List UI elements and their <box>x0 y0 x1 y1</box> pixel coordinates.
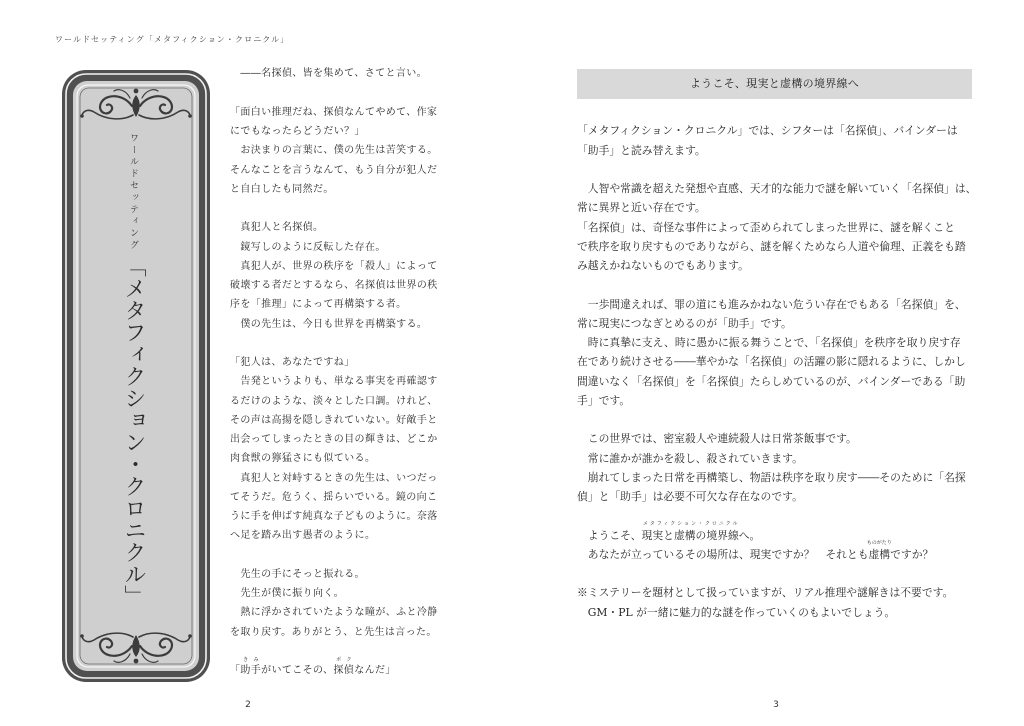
text-line: 肉食獣の獰猛さにも似ている。 <box>230 453 376 465</box>
text-line: 在であり続けさせる――華やかな「名探偵」の活躍の影に隠れるように、しかし <box>577 355 966 369</box>
text-line: 間違いなく「名探偵」を「名探偵」たらしめているのが、バインダーである「助 <box>577 374 966 388</box>
blank-line <box>577 564 976 583</box>
text-line: 人智や常識を超えた発想や直感、天才的な能力で謎を解いていく「名探偵」は、 <box>577 182 977 196</box>
text-line: 「名探偵」は、奇怪な事件によって歪められてしまった世界に、謎を解くこと <box>577 220 955 234</box>
text-line: 「メタフィクション・クロニクル」では、シフターは「名探偵」、バインダーは <box>577 124 958 138</box>
blank-line <box>577 160 976 179</box>
text-line: 熱に浮かされていたような瞳が、ふと冷静 <box>230 607 438 619</box>
text-line: を取り戻す。ありがとう、と先生は言った。 <box>230 626 437 638</box>
blank-line <box>577 410 976 429</box>
text-line: 常に誰かが誰かを殺し、殺されていきます。 <box>577 451 803 465</box>
ruby-group <box>866 539 892 561</box>
text-line: 常に現実につなぎとめるのが「助手」です。 <box>577 316 792 330</box>
page-number-right: 3 <box>773 700 779 710</box>
blank-line <box>230 546 438 565</box>
text-line: この世界では、密室殺人や連続殺人は日常茶飯事です。 <box>577 432 857 446</box>
text-line <box>577 520 976 545</box>
blank-line <box>230 84 438 103</box>
text-line: ※ミステリーを題材として扱っていますが、リアル推理や謎解きは不要です。 <box>577 586 954 600</box>
text-line: で秩序を取り戻すものでありながら、謎を解くためなら人道や倫理、正義をも踏 <box>577 239 966 253</box>
ruby-text: きみ <box>243 657 264 664</box>
text-segment: 「 <box>230 665 241 677</box>
text-line: お決まりの言葉に、僕の先生は苦笑する。 <box>230 145 438 157</box>
text-segment: なんだ」 <box>354 665 396 677</box>
ruby-base: 助手 <box>240 665 262 677</box>
text-line: 破壊する者だとするなら、名探偵は世界の秩 <box>230 280 438 292</box>
text-line: 告発というよりも、単なる事実を再確認す <box>230 376 438 388</box>
text-line: 一歩間違えれば、罪の道にも進みかねない危うい存在でもある「名探偵」を、 <box>577 297 966 311</box>
text-segment: ですか？ <box>890 547 934 561</box>
text-line: 出会ってしまったときの目の輝きは、どこか <box>230 434 438 446</box>
text-line: 時に真摯に支え、時に愚かに振る舞うことで、「名探偵」を秩序を取り戻す存 <box>577 336 961 350</box>
text-line: み越えかねないものでもあります。 <box>577 259 749 273</box>
ruby-group <box>641 520 740 542</box>
text-line: 序を「推理」によって再構築する者。 <box>230 299 407 311</box>
text-line: にでもなったらどうだい？」 <box>230 126 365 138</box>
ruby-base: 現実と虚構の境界線 <box>641 528 739 542</box>
text-line: うに手を伸ばす純真な子どものように。奈落 <box>230 511 438 523</box>
ruby-base: 虚構 <box>868 547 891 561</box>
text-line: 手」です。 <box>577 393 631 407</box>
text-line: 偵」と「助手」は必要不可欠な存在なのです。 <box>577 490 803 504</box>
text-line: 僕の先生は、今日も世界を再構築する。 <box>230 318 428 330</box>
text-line: 「助手」と読み替えます。 <box>577 143 706 157</box>
text-segment: がいてこその、 <box>261 665 334 677</box>
text-line: その声は高揚を隠しきれていない。好敵手と <box>230 414 438 426</box>
text-line: 真犯人と対峙するときの先生は、いつだっ <box>230 472 438 484</box>
banner-subtitle: ワールドセッティング <box>128 133 138 252</box>
text-line <box>577 539 976 564</box>
blank-line <box>577 275 976 294</box>
text-line: 真犯人と名探偵。 <box>230 222 324 234</box>
text-line: へ足を踏み出す愚者のように。 <box>230 530 376 542</box>
running-head: ワールドセッティング「メタフィクション・クロニクル」 <box>55 35 290 44</box>
text-line: 真犯人が、世界の秩序を「殺人」によって <box>230 260 438 272</box>
right-page-text <box>577 121 976 622</box>
text-segment: ようこそ、 <box>577 528 642 542</box>
blank-line <box>230 334 438 353</box>
text-line: 崩れてしまった日常を再構築し、物語は秩序を取り戻す――そのために「名探 <box>577 470 966 484</box>
text-line: ――名探偵、皆を集めて、さてと言い。 <box>230 68 428 80</box>
ruby-group <box>333 657 357 677</box>
left-page-text <box>230 64 438 680</box>
text-line: 「犯人は、あなたですね」 <box>230 357 355 369</box>
text-line: 鏡写しのように反転した存在。 <box>230 241 386 253</box>
blank-line <box>577 506 976 525</box>
text-segment: へ。 <box>738 528 761 542</box>
banner-title: 「メタフィクション・クロニクル」 <box>121 255 146 607</box>
text-line: 先生が僕に振り向く。 <box>230 588 344 600</box>
text-line <box>230 657 438 680</box>
page-number-left: 2 <box>245 700 251 710</box>
text-segment: あなたが立っているその場所は、現実ですか？ それとも <box>577 547 869 561</box>
text-line: てそうだ。危うく、揺らいでいる。鏡の向こ <box>230 491 438 503</box>
blank-line <box>230 199 438 218</box>
text-line: 先生の手にそっと振れる。 <box>230 568 365 580</box>
ruby-text: ものがたり <box>866 539 892 546</box>
section-heading: ようこそ、現実と虚構の境界線へ <box>577 69 972 99</box>
text-line: 「面白い推理だね、探偵なんてやめて、作家 <box>230 106 438 118</box>
text-line: そんなことを言うなんて、もう自分が犯人だ <box>230 164 438 176</box>
ruby-group <box>240 657 264 677</box>
text-line: GM・PL が一緒に魅力的な謎を作っていくのもよいでしょう。 <box>577 605 896 619</box>
text-line: と自白したも同然だ。 <box>230 183 334 195</box>
text-line: るだけのような、淡々とした口調。けれど、 <box>230 395 438 407</box>
text-line: 常に異界と近い存在です。 <box>577 201 706 215</box>
ruby-text: メタフィクション・クロニクル <box>642 520 740 527</box>
title-banner <box>62 70 210 682</box>
ruby-base: 探偵 <box>333 665 355 677</box>
ruby-text: ボク <box>336 657 357 664</box>
